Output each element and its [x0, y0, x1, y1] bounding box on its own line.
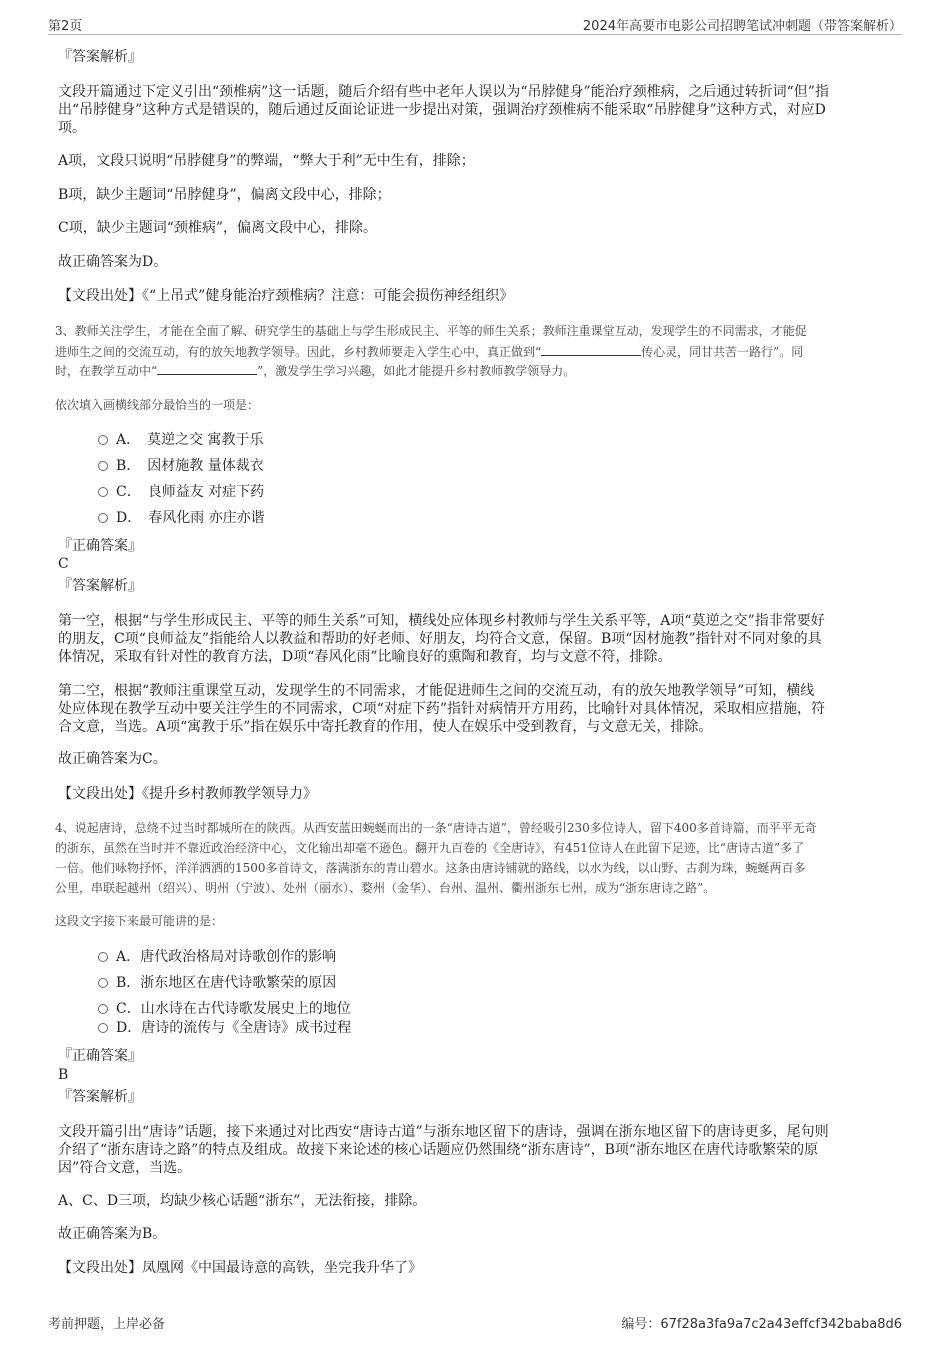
q4-analysis-line: 因”符合文意，当选。	[58, 1160, 192, 1176]
q4-stem-line: 的浙东，虽然在当时并不靠近政治经济中心，文化输出却毫不逊色。翻开九百卷的《全唐诗》，有451位诗人在此留下足迹，比“唐诗古道”多了	[55, 841, 805, 855]
q3-conclusion: 故正确答案为C。	[58, 751, 167, 767]
page-header	[48, 14, 902, 35]
footer-slogan: 考前押题，上岸必备	[48, 1317, 166, 1332]
q3-analysis-line: 处应体现在教学互动中要关注学生的不同需求，C项“对症下药”指针对病情开方用药，比喻针对具体情况，采取相应措施，符	[58, 701, 826, 717]
radio-button[interactable]	[98, 952, 108, 962]
q3-analysis-line: 第一空，根据“与学生形成民主、平等的师生关系”可知，横线处应体现乡村教师与学生关系平等，A项“莫逆之交”指非常要好	[58, 613, 825, 629]
q4-option-a[interactable]: A．唐代政治格局对诗歌创作的影响	[98, 948, 336, 966]
q4-source: 【文段出处】凤凰网《中国最诗意的高铁，坐完我升华了》	[58, 1260, 422, 1276]
q4-analysis-label: 『答案解析』	[58, 1089, 142, 1105]
q2-option-b-analysis: B项，缺少主题词“吊脖健身”，偏离文段中心，排除；	[58, 187, 391, 203]
q3-analysis-line: 第二空，根据“教师注重课堂互动，发现学生的不同需求，才能促进师生之间的交流互动，有的放矢地教学领导”可知，横线	[58, 683, 815, 699]
q2-conclusion: 故正确答案为D。	[58, 254, 168, 270]
q3-analysis-line: 合文意，当选。A项“寓教于乐”指在娱乐中寄托教育的作用，使人在娱乐中受到教育，与文意无关，排除。	[58, 719, 713, 735]
q2-source: 【文段出处】《“上吊式”健身能治疗颈椎病？注意：可能会损伤神经组织》	[58, 288, 514, 304]
q3-option-c[interactable]: C． 良师益友 对症下药	[98, 483, 264, 501]
q2-analysis-line: 出“吊脖健身”这种方式是错误的，随后通过反面论证进一步提出对策，强调治疗颈椎病不能采取“吊脖健身”这种方式，对应D	[58, 102, 826, 118]
q3-analysis-line: 的朋友，C项“良师益友”指能给人以教益和帮助的好老师、好朋友，均符合文意，保留。B项“因材施教”指针对不同对象的具	[58, 631, 822, 647]
radio-button[interactable]	[98, 1004, 108, 1014]
q3-option-d[interactable]: D． 春风化雨 亦庄亦谐	[98, 509, 265, 527]
page-number: 第2页	[48, 19, 83, 34]
radio-button[interactable]	[98, 487, 108, 497]
q3-option-b[interactable]: B． 因材施教 量体裁衣	[98, 457, 264, 475]
q2-option-a-analysis: A项，文段只说明“吊脖健身”的弊端，“弊大于利”无中生有，排除；	[58, 153, 475, 169]
q4-answer-label: 『正确答案』	[58, 1048, 142, 1064]
radio-button[interactable]	[98, 1023, 108, 1033]
document-id: 编号：67f28a3fa9a7c2a43effcf342baba8d6	[621, 1317, 902, 1332]
q4-option-b[interactable]: B．浙东地区在唐代诗歌繁荣的原因	[98, 974, 336, 992]
radio-button[interactable]	[98, 435, 108, 445]
q4-conclusion: 故正确答案为B。	[58, 1226, 167, 1242]
radio-button[interactable]	[98, 978, 108, 988]
q3-stem-line: 时，在教学互动中“ ”，激发学生学习兴趣，如此才能提升乡村教师教学领导力。	[55, 364, 576, 378]
q2-analysis-line: 项。	[58, 120, 86, 136]
q4-stem-line: 一倍。他们咏物抒怀，洋洋洒洒的1500多首诗文，落满浙东的青山碧水。这条由唐诗铺就的路线，以水为线，以山野、古刹为珠，蜿蜒两百多	[55, 861, 806, 875]
q2-analysis-line: 文段开篇通过下定义引出“颈椎病”这一话题，随后介绍有些中老年人误以为“吊脖健身”能治疗颈椎病，之后通过转折词“但”指	[58, 84, 829, 100]
q4-option-d[interactable]: D．唐诗的流传与《全唐诗》成书过程	[98, 1019, 351, 1037]
q3-analysis-label: 『答案解析』	[58, 578, 142, 594]
q3-answer: C	[58, 556, 69, 572]
q4-stem-line: 4、说起唐诗，总绕不过当时都城所在的陕西。从西安蓝田蜿蜒而出的一条“唐诗古道”，曾经吸引230多位诗人，留下400多首诗篇，而平平无奇	[55, 821, 817, 835]
q4-option-acd-analysis: A、C、D三项，均缺少核心话题“浙东”，无法衔接，排除。	[58, 1193, 427, 1209]
document-title: 2024年高要市电影公司招聘笔试冲刺题（带答案解析）	[582, 19, 902, 34]
q4-stem-line: 公里，串联起越州（绍兴）、明州（宁波）、处州（丽水）、婺州（金华）、台州、温州、衢州浙东七州，成为“浙东唐诗之路”。	[55, 881, 716, 895]
fill-blank-2	[157, 362, 257, 375]
q4-analysis-line: 介绍了“浙东唐诗之路”的特点及组成。故接下来论述的核心话题应仍然围绕“浙东唐诗”，B项“浙东地区在唐代诗歌繁荣的原	[58, 1142, 819, 1158]
radio-button[interactable]	[98, 513, 108, 523]
fill-blank-1	[541, 343, 641, 356]
q4-option-c[interactable]: C．山水诗在古代诗歌发展史上的地位	[98, 1000, 351, 1018]
q3-stem-line: 3、教师关注学生，才能在全面了解、研究学生的基础上与学生形成民主、平等的师生关系；教师注重课堂互动，发现学生的不同需求，才能促	[55, 324, 807, 338]
q3-stem-line: 进师生之间的交流互动，有的放矢地教学领导。因此，乡村教师要走入学生心中，真正做到“ 传心灵，同甘共苦一路行”。同	[55, 345, 804, 359]
q3-answer-label: 『正确答案』	[58, 538, 142, 554]
q3-analysis-line: 体情况，采取有针对性的教育方法，D项“春风化雨”比喻良好的熏陶和教育，均与文意不符，排除。	[58, 649, 672, 665]
q2-option-c-analysis: C项，缺少主题词“颈椎病”，偏离文段中心，排除。	[58, 220, 378, 236]
q4-prompt: 这段文字接下来最可能讲的是：	[55, 914, 224, 928]
q3-option-a[interactable]: A． 莫逆之交 寓教于乐	[98, 431, 264, 449]
page-footer	[48, 1313, 902, 1331]
q3-prompt: 依次填入画横线部分最恰当的一项是：	[55, 398, 260, 412]
radio-button[interactable]	[98, 461, 108, 471]
q3-source: 【文段出处】《提升乡村教师教学领导力》	[58, 786, 317, 802]
q2-analysis-label: 『答案解析』	[58, 49, 142, 65]
q4-analysis-line: 文段开篇引出“唐诗”话题，接下来通过对比西安“唐诗古道”与浙东地区留下的唐诗，强调在浙东地区留下的唐诗更多，尾句则	[58, 1124, 829, 1140]
q4-answer: B	[58, 1067, 69, 1083]
